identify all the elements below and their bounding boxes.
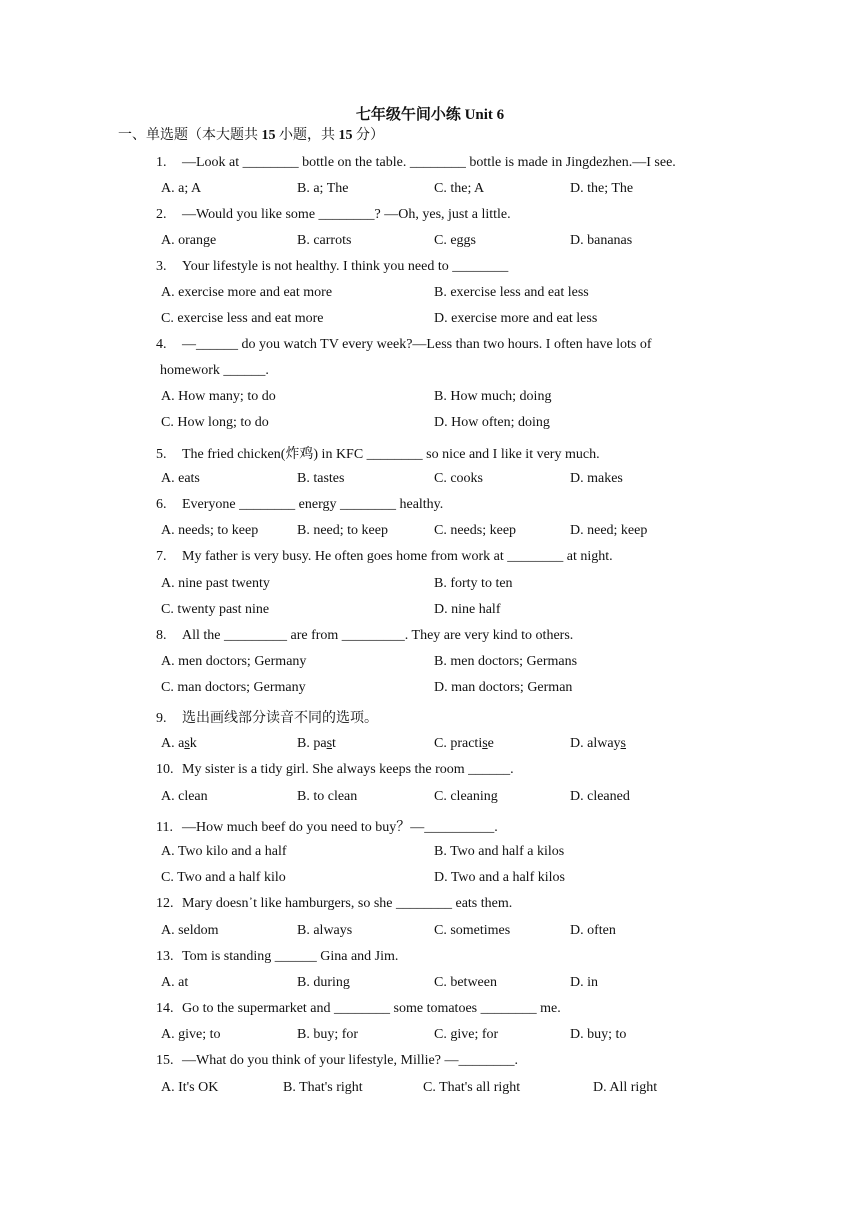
option-a[interactable]: A. clean <box>161 789 208 804</box>
question-number: 8. <box>156 628 167 643</box>
option-d[interactable]: D. need; keep <box>570 523 648 538</box>
question-text: —How much beef do you need to buy？—__________. <box>182 820 498 835</box>
question-number: 13. <box>156 949 174 964</box>
question-text: Tom is standing ______ Gina and Jim. <box>182 949 399 964</box>
question-number: 15. <box>156 1053 174 1068</box>
option-d[interactable]: D. bananas <box>570 233 633 248</box>
option-d[interactable]: D. the; The <box>570 181 634 196</box>
option-a[interactable]: A. needs; to keep <box>161 523 259 538</box>
option-a[interactable]: A. Two kilo and a half <box>161 844 287 859</box>
option-c[interactable]: C. eggs <box>434 233 476 248</box>
option-c[interactable]: C. How long; to do <box>161 415 269 430</box>
question-15 <box>156 1053 518 1069</box>
option-text: t <box>332 736 336 751</box>
option-c[interactable]: C. Two and a half kilo <box>161 870 286 885</box>
option-b[interactable]: B. tastes <box>297 471 345 486</box>
option-d[interactable]: D. in <box>570 975 598 990</box>
underlined-letter: s <box>620 736 626 751</box>
question-14 <box>156 1001 561 1017</box>
option-b[interactable]: B. during <box>297 975 350 990</box>
option-b[interactable]: B. men doctors; Germans <box>434 654 578 669</box>
option-text: k <box>189 736 197 751</box>
question-12 <box>156 896 512 912</box>
question-text: —What do you think of your lifestyle, Millie? —________. <box>182 1053 518 1068</box>
option-b[interactable]: B. Two and half a kilos <box>434 844 565 859</box>
question-4 <box>156 337 652 353</box>
option-b[interactable]: B. How much; doing <box>434 389 552 404</box>
question-text: Everyone ________ energy ________ healthy. <box>182 497 444 512</box>
option-d[interactable]: D. buy; to <box>570 1027 627 1042</box>
option-a[interactable]: A. seldom <box>161 923 219 938</box>
option-text: A. a <box>161 736 185 751</box>
section-suffix: 分） <box>352 128 384 143</box>
question-number: 2. <box>156 207 167 222</box>
underlined-letter: s <box>326 736 333 751</box>
question-6 <box>156 497 443 513</box>
option-a[interactable]: A. give; to <box>161 1027 221 1042</box>
section-heading <box>118 124 384 144</box>
option-c[interactable]: C. needs; keep <box>434 523 517 538</box>
option-c[interactable]: C. man doctors; Germany <box>161 680 306 695</box>
option-d[interactable]: D. Two and a half kilos <box>434 870 565 885</box>
option-b[interactable]: B. carrots <box>297 233 352 248</box>
option-a[interactable]: A. orange <box>161 233 217 248</box>
option-b[interactable]: B. exercise less and eat less <box>434 285 589 300</box>
question-text: Go to the supermarket and ________ some tomatoes ________ me. <box>182 1001 561 1016</box>
option-b[interactable]: B. always <box>297 923 353 938</box>
option-c[interactable]: C. That's all right <box>423 1080 521 1095</box>
option-c[interactable]: C. sometimes <box>434 923 511 938</box>
option-d[interactable]: D. often <box>570 923 616 938</box>
option-d[interactable]: D. man doctors; German <box>434 680 573 695</box>
question-text-continued: homework ______. <box>160 363 269 378</box>
option-d[interactable]: D. All right <box>593 1080 658 1095</box>
page-title: 七年级午间小练 Unit 6 <box>355 107 505 123</box>
option-b[interactable]: B. a; The <box>297 181 349 196</box>
question-number: 7. <box>156 549 167 564</box>
underlined-letter: s <box>184 736 190 751</box>
question-2 <box>156 207 511 223</box>
question-number: 10. <box>156 762 174 777</box>
question-number: 6. <box>156 497 167 512</box>
option-d[interactable]: D. How often; doing <box>434 415 550 430</box>
question-text: All the _________ are from _________. They are very kind to others. <box>182 628 574 643</box>
question-1 <box>156 155 676 171</box>
question-5 <box>156 443 600 463</box>
option-a[interactable]: A. eats <box>161 471 200 486</box>
question-text: —Look at ________ bottle on the table. ________ bottle is made in Jingdezhen.—I see. <box>182 155 676 170</box>
question-text: My father is very busy. He often goes home from work at ________ at night. <box>182 549 613 564</box>
section-points: 15 <box>338 128 353 143</box>
question-text: My sister is a tidy girl. She always keeps the room ______. <box>182 762 514 777</box>
question-11 <box>156 816 498 836</box>
question-number: 14. <box>156 1001 174 1016</box>
section-middle: 小题，共 <box>275 128 339 143</box>
question-text: 选出画线部分读音不同的选项。 <box>182 711 378 726</box>
option-text: D. alway <box>570 736 621 751</box>
option-c[interactable]: C. cleaning <box>434 789 498 804</box>
question-text: Mary doesn᾿t like hamburgers, so she ________ eats them. <box>182 896 513 911</box>
question-3 <box>156 259 508 275</box>
question-10 <box>156 762 514 778</box>
option-b[interactable]: B. That's right <box>283 1080 363 1095</box>
option-text: B. pa <box>297 736 327 751</box>
question-number: 4. <box>156 337 167 352</box>
option-a[interactable]: A. How many; to do <box>161 389 276 404</box>
question-number: 1. <box>156 155 167 170</box>
underlined-letter: s <box>482 736 488 751</box>
option-b[interactable]: B. buy; for <box>297 1027 359 1042</box>
option-a[interactable]: A. men doctors; Germany <box>161 654 307 669</box>
question-text: —______ do you watch TV every week?—Less than two hours. I often have lots of <box>182 337 652 352</box>
question-7 <box>156 549 613 565</box>
option-d[interactable]: D. exercise more and eat less <box>434 311 598 326</box>
option-text: e <box>487 736 494 751</box>
section-count: 15 <box>261 128 276 143</box>
option-a[interactable]: A. at <box>161 975 189 990</box>
question-13 <box>156 949 398 965</box>
question-8 <box>156 628 573 644</box>
question-number: 5. <box>156 447 167 462</box>
option-c[interactable] <box>434 736 494 752</box>
option-c[interactable]: C. exercise less and eat more <box>161 311 324 326</box>
option-b[interactable]: B. forty to ten <box>434 576 513 591</box>
option-b[interactable]: B. to clean <box>297 789 358 804</box>
question-text: The fried chicken(炸鸡) in KFC ________ so nice and I like it very much. <box>182 447 600 462</box>
option-c[interactable]: C. twenty past nine <box>161 602 270 617</box>
option-a[interactable]: A. nine past twenty <box>161 576 270 591</box>
option-d[interactable]: D. nine half <box>434 602 501 617</box>
option-a[interactable] <box>161 736 197 752</box>
option-a[interactable]: A. a; A <box>161 181 202 196</box>
option-b[interactable] <box>297 736 336 752</box>
question-text: —Would you like some ________? —Oh, yes, just a little. <box>182 207 511 222</box>
option-d[interactable]: D. cleaned <box>570 789 630 804</box>
option-c[interactable]: C. the; A <box>434 181 485 196</box>
question-number: 3. <box>156 259 167 274</box>
question-text: Your lifestyle is not healthy. I think you need to ________ <box>182 259 509 274</box>
question-number: 9. <box>156 711 167 726</box>
option-b[interactable]: B. need; to keep <box>297 523 388 538</box>
option-a[interactable]: A. exercise more and eat more <box>161 285 333 300</box>
option-d[interactable]: D. makes <box>570 471 623 486</box>
question-number: 12. <box>156 896 174 911</box>
question-9 <box>156 707 378 727</box>
option-text: C. practi <box>434 736 483 751</box>
option-d[interactable] <box>570 736 626 752</box>
option-c[interactable]: C. cooks <box>434 471 483 486</box>
section-prefix: 一、单选题（本大题共 <box>118 128 262 143</box>
option-a[interactable]: A. It's OK <box>161 1080 219 1095</box>
option-c[interactable]: C. give; for <box>434 1027 499 1042</box>
question-number: 11. <box>156 820 173 835</box>
option-c[interactable]: C. between <box>434 975 497 990</box>
